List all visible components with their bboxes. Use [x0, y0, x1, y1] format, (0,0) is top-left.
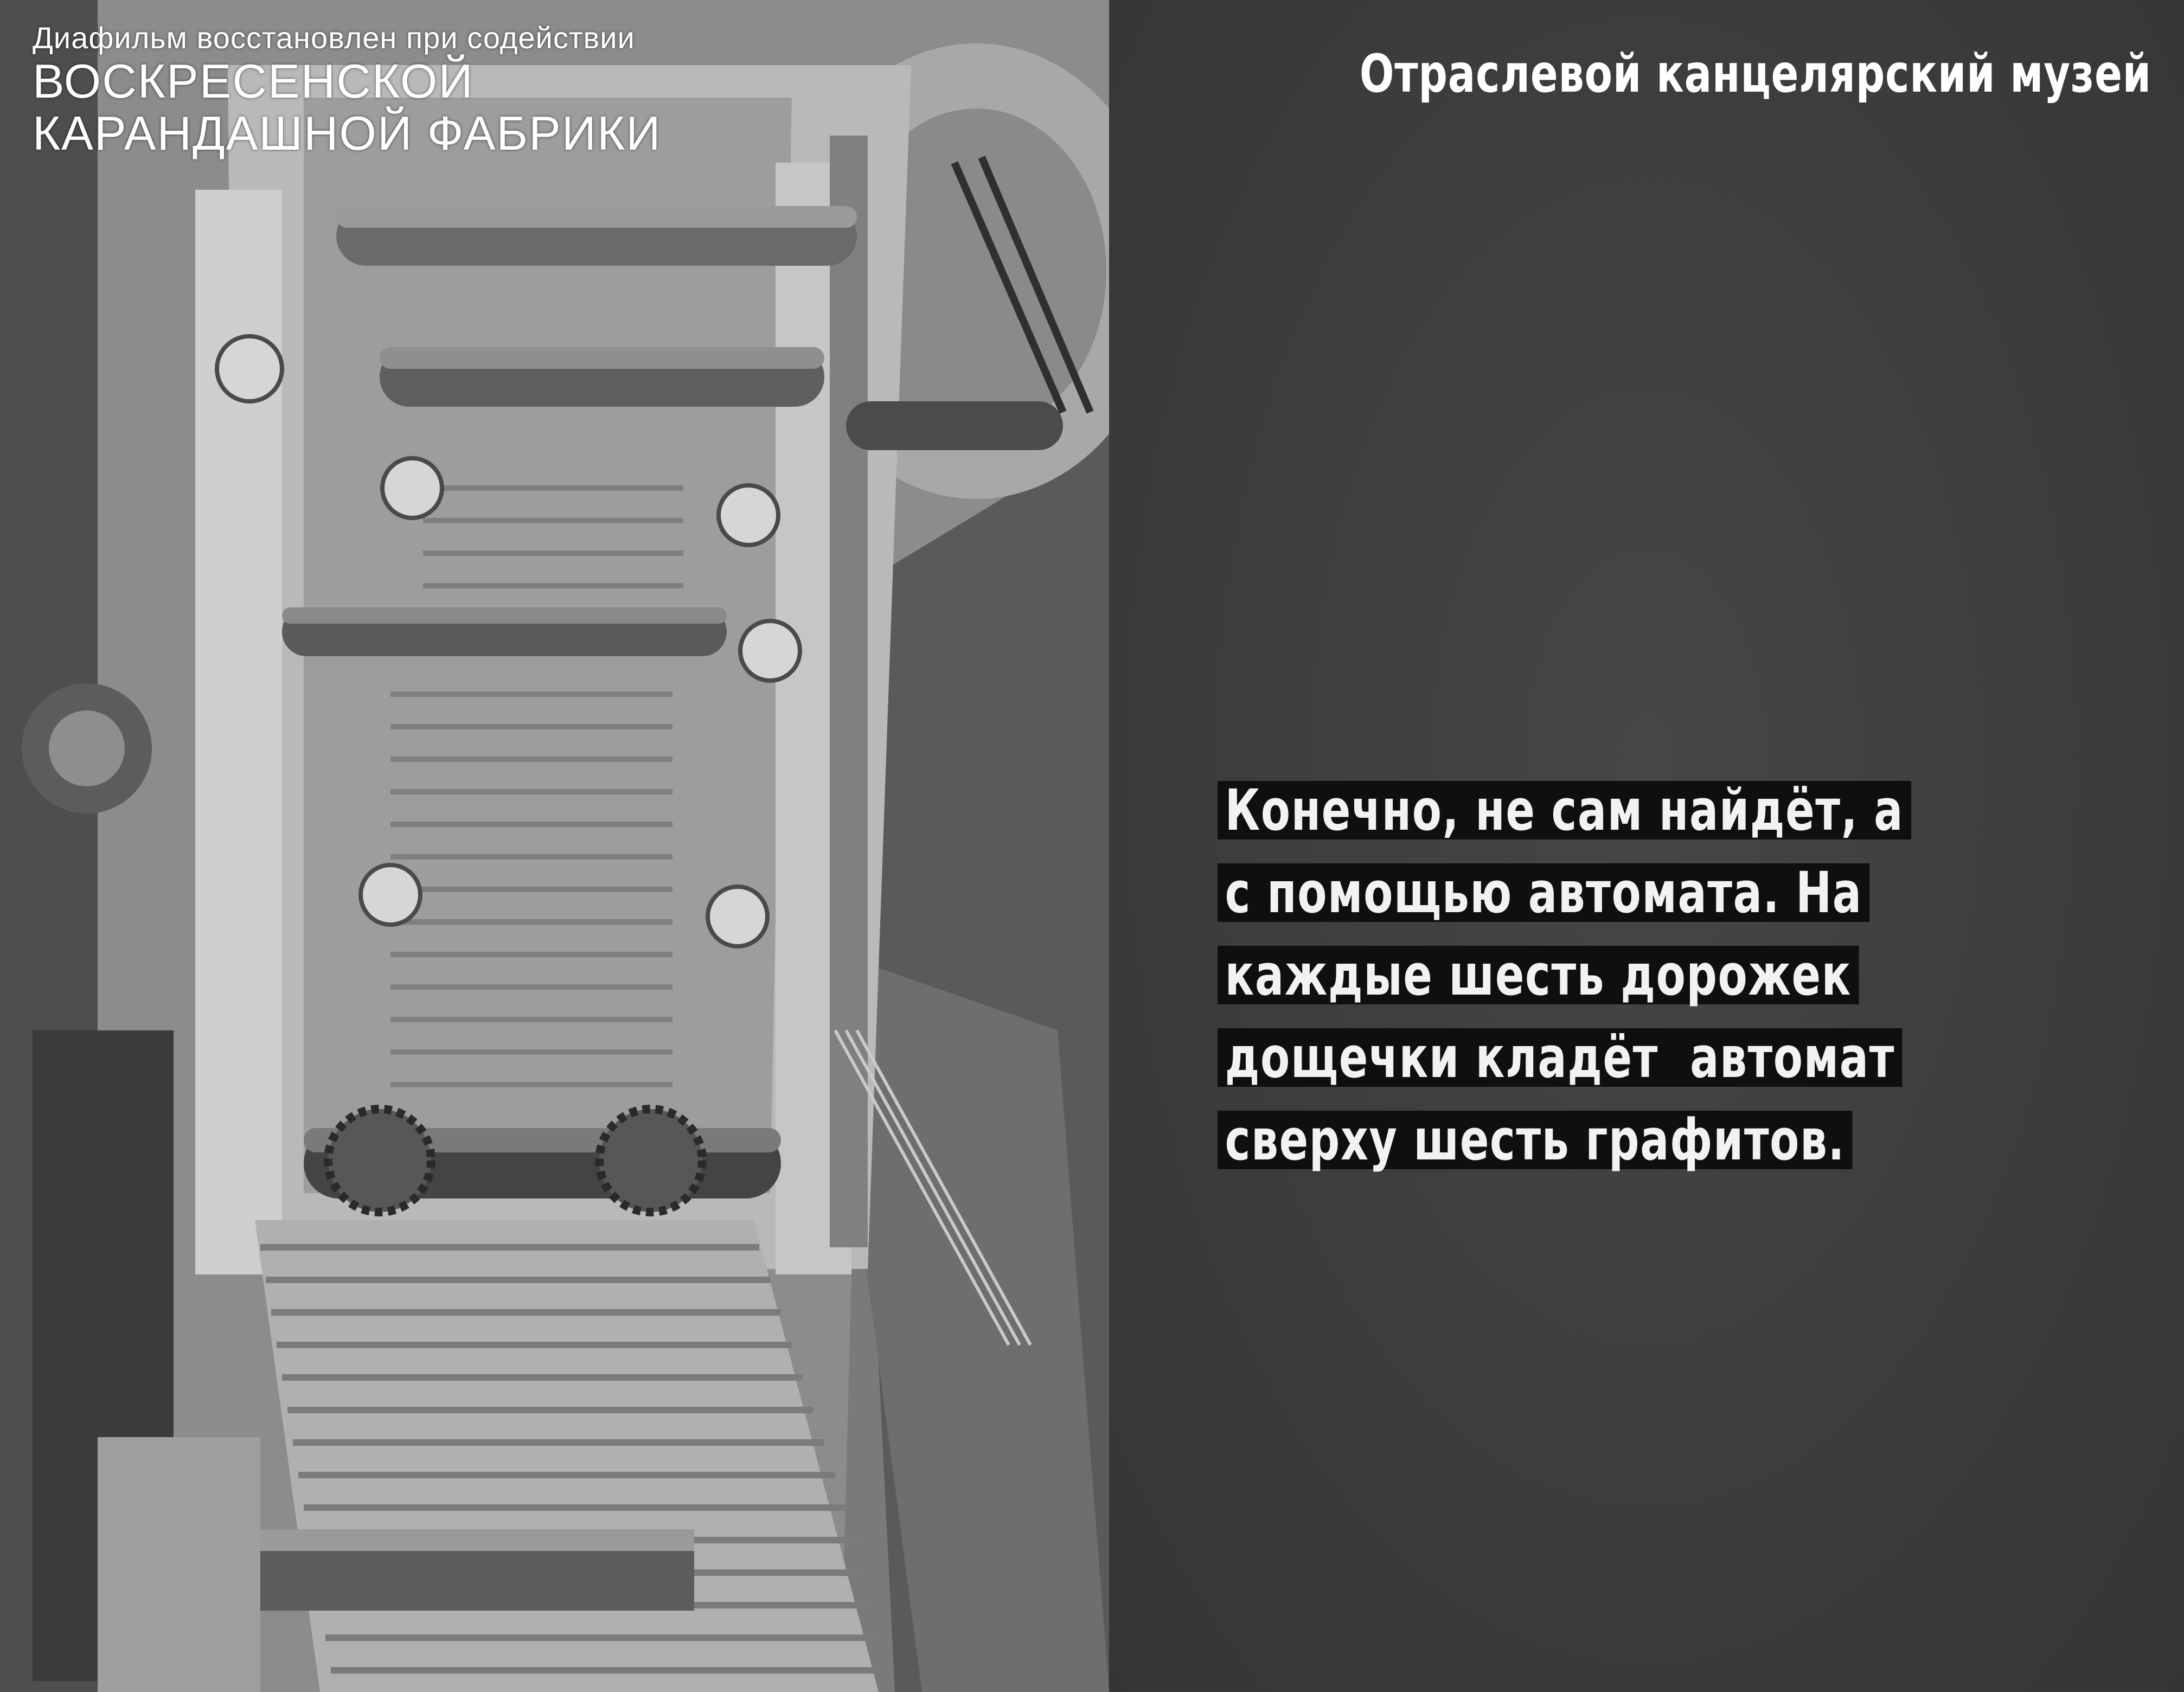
caption-text: дощечки кладёт автомат: [1218, 1028, 1903, 1087]
caption-line: [1218, 777, 2064, 843]
caption-line: [1218, 1107, 2064, 1173]
credit-line-2: ВОСКРЕСЕНСКОЙ: [33, 54, 474, 108]
caption-text: с помощью автомата. На: [1218, 863, 1869, 922]
caption-line: [1218, 942, 2064, 1008]
museum-title: Отраслевой канцелярский музей: [1359, 43, 2151, 104]
caption-text: Конечно, не сам найдёт, а: [1218, 781, 1911, 839]
restoration-credit: [33, 21, 662, 159]
caption-line: [1218, 860, 2064, 926]
frame-caption: [1218, 777, 2064, 1193]
credit-line-1: Диафильм восстановлен при содействии: [33, 21, 635, 55]
caption-text: каждые шесть дорожек: [1218, 946, 1859, 1004]
caption-text: сверху шесть графитов.: [1218, 1111, 1853, 1169]
caption-line: [1218, 1024, 2064, 1091]
credit-line-3: КАРАНДАШНОЙ ФАБРИКИ: [33, 106, 662, 160]
